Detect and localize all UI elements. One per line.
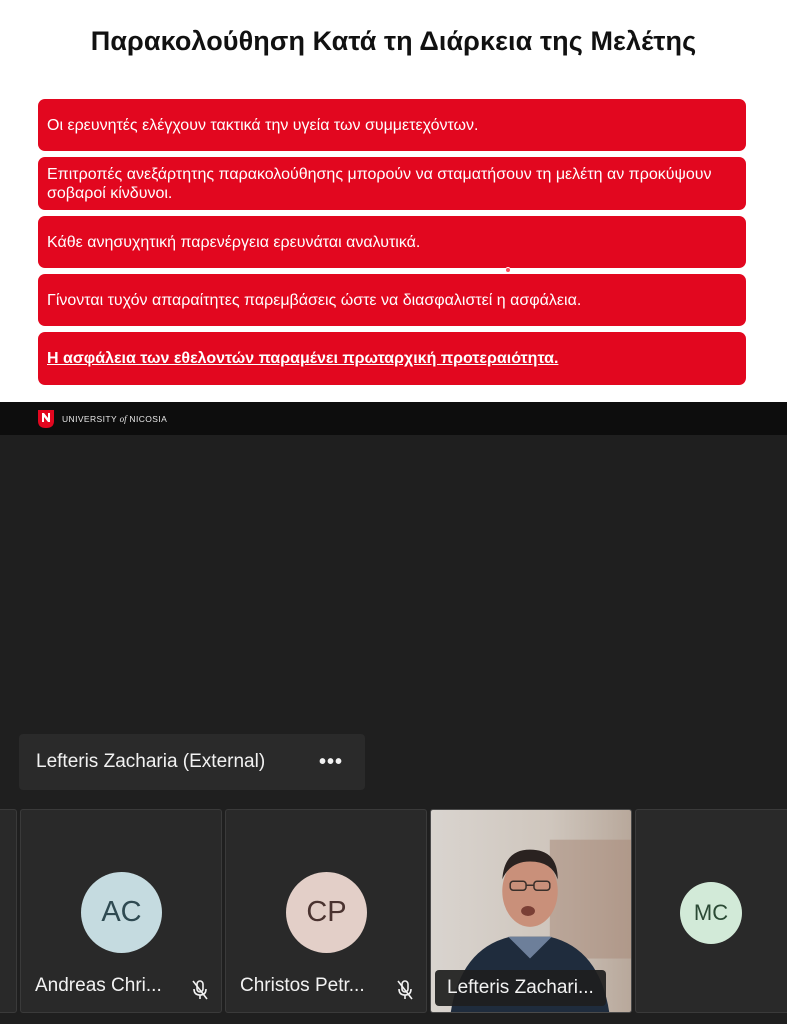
mic-off-icon [396,979,414,1001]
participant-name: Andreas Chri... [35,975,162,996]
participant-tile-video[interactable] [430,809,632,1013]
participant-name: Lefteris Zachari... [435,970,606,1006]
slide-title: Παρακολούθηση Κατά τη Διάρκεια της Μελέτης [90,26,697,56]
participant-tile[interactable] [20,809,222,1013]
more-options-button[interactable]: ••• [318,751,343,773]
slide-bullet: Επιτροπές ανεξάρτητης παρακολούθησης μπορούν να σταματήσουν τη μελέτη αν προκύψουν σοβαροί κίνδυνοι. [38,157,746,210]
mic-off-icon [191,979,209,1001]
slide-footer [0,402,787,435]
participant-name: Christos Petr... [240,975,365,996]
avatar-initials: MC [693,900,729,925]
avatar-initials: AC [101,896,142,928]
presenter-label [19,734,365,790]
participant-strip [0,809,787,1013]
presenter-name: Lefteris Zacharia (External) [36,751,266,772]
laser-pointer [505,267,511,273]
participant-tile-partial[interactable] [0,809,17,1013]
slide-bullet: Οι ερευνητές ελέγχουν τακτικά την υγεία των συμμετεχόντων. [38,99,746,151]
slide-bullet: Κάθε ανησυχητική παρενέργεια ερευνάται αναλυτικά. [38,216,746,268]
avatar [680,882,742,944]
participant-tile[interactable] [225,809,427,1013]
slide-bullet: Γίνονται τυχόν απαραίτητες παρεμβάσεις ώστε να διασφαλιστεί η ασφάλεια. [38,274,746,326]
shared-slide [0,0,787,402]
slide-bullet-list [38,99,746,385]
avatar-initials: CP [306,896,347,928]
slide-bullet-highlight: Η ασφάλεια των εθελοντών παραμένει πρωταρχική προτεραιότητα. [38,332,746,385]
avatar [81,872,162,953]
participant-tile[interactable] [635,809,787,1013]
university-name: UNIVERSITY of NICOSIA [62,413,168,424]
university-logo-icon [36,409,56,429]
avatar [286,872,367,953]
